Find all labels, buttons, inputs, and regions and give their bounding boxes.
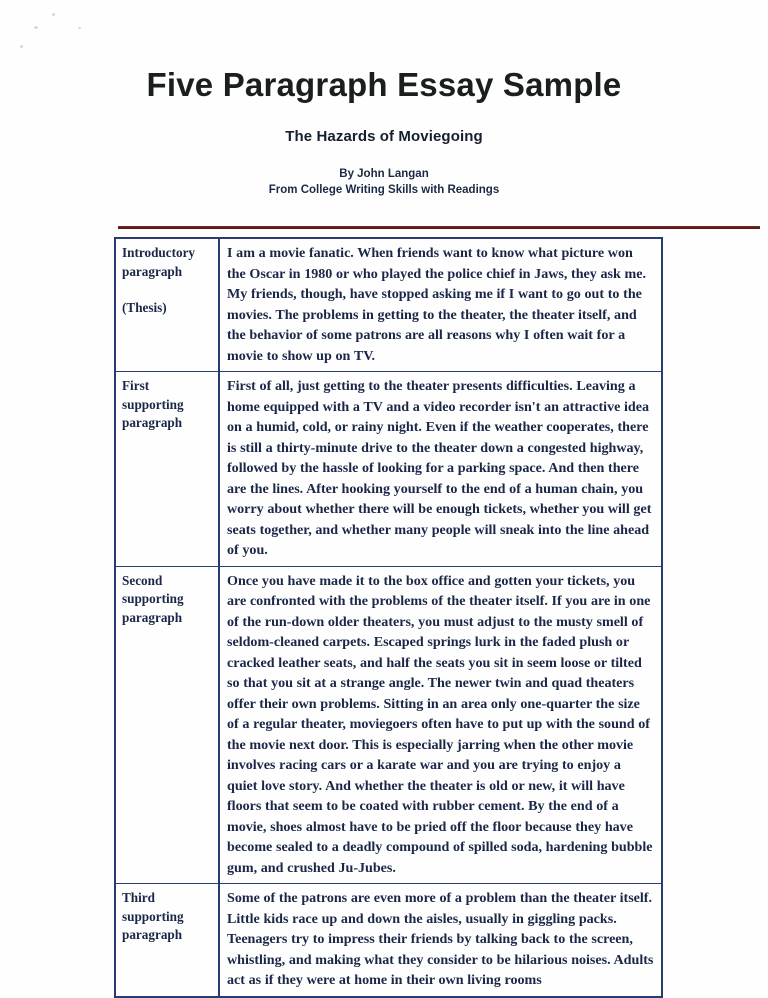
row-body-introductory: I am a movie fanatic. When friends want to know what picture won the Oscar in 1980 or who played the police chief in Jaws, they ask me. My friends, though, have stopped asking me if I want to go out to the movies. The problems in getting to the theater, the theater itself, and the behavior of some patrons are all reasons why I often wait for a movie to show up on TV. [219,238,662,372]
row-label-first-supporting [115,372,219,567]
byline-source: From College Writing Skills with Readings [268,184,500,197]
row-label-line: supporting [122,396,184,412]
row-body-second-supporting: Once you have made it to the box office and gotten your tickets, you are confronted with the problems of the theater itself. If you are in one of the run-down older theaters, you must adjust to the musty smell of seldom-cleaned carpets. Escaped springs lurk in the faded plush or cracked leather seats, and half the seats you sit in seem loose or tilted so that you sit at a strange angle. The newer twin and quad theaters offer their own problems. Sitting in an area only one-quarter the size of a regular theater, moviegoers often have to put up with the sound of the movie next door. This is especially jarring when the other movie involves racing cars or a karate war and you are trying to enjoy a quiet love story. And whether the theater is old or new, it will have floors that seem to be coated with rubber cement. By the end of a movie, shoes almost have to be pried off the floor because they have become sealed to a deadly compound of spilled soda, hardening bubble gum, and crushed Ju-Jubes. [219,566,662,884]
row-label-line: Introductory [122,245,196,260]
byline-author: By John Langan [339,167,429,180]
page-title: Five Paragraph Essay Sample [146,66,622,103]
row-label-line: Second [122,572,163,588]
row-label-thesis-note: (Thesis) [122,300,167,316]
row-label-line: Third [122,890,155,905]
row-body-third-supporting: Some of the patrons are even more of a problem than the theater itself. Little kids race up and down the aisles, usually in giggling packs. Teenagers try to impress their friends by talking back to the screen, whistling, and making what they consider to be hilarious noises. Adults act as if they were at home in their own living rooms [219,884,662,997]
table-row [115,372,662,567]
row-label-line: paragraph [122,609,183,625]
essay-structure-table [114,237,663,998]
table-row [115,884,662,997]
row-label-third-supporting [115,884,219,997]
table-row [115,238,662,372]
document-subtitle: The Hazards of Moviegoing [285,127,483,145]
row-body-first-supporting: First of all, just getting to the theater presents difficulties. Leaving a home equipped with a TV and a video recorder isn't an attractive idea on a humid, cold, or rainy night. Even if the weather cooperates, there is still a thirty-minute drive to the theater down a congested highway, followed by the hassle of looking for a parking space. And then there are the lines. After hooking yourself to the end of a human chain, you worry about whether there will be enough tickets, whether you will get seats together, and whether many people will sneak into the line ahead of you. [219,372,662,567]
table-row [115,566,662,884]
row-label-line: First [122,378,150,393]
row-label-line: paragraph [122,927,183,943]
row-label-line: supporting [122,591,184,607]
row-label-second-supporting [115,566,219,884]
row-label-line: paragraph [122,415,183,431]
row-label-line: paragraph [122,263,183,279]
row-label-line: supporting [122,908,184,924]
row-label-introductory [115,238,219,372]
